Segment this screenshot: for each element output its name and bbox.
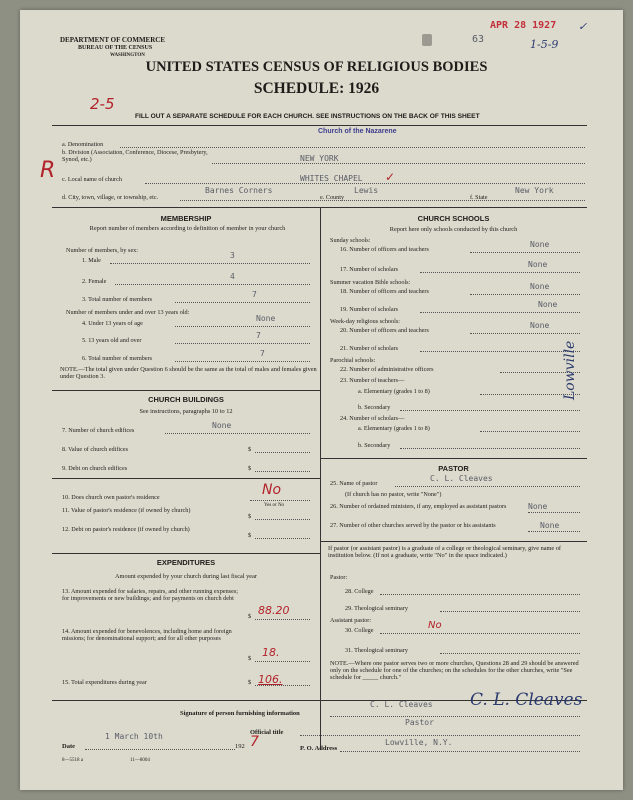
q23a-label: a. Elementary (grades 1 to 8)	[358, 388, 430, 395]
q6-label: 6. Total number of members	[82, 355, 153, 362]
date-value: 1 March 10th	[105, 732, 163, 741]
division-label: b. Division (Association, Conference, Diocese, Presbytery, Synod, etc.)	[62, 149, 208, 163]
q2-value: 4	[230, 272, 235, 281]
q4-label: 4. Under 13 years of age	[82, 320, 143, 327]
membership-title: MEMBERSHIP	[160, 214, 212, 223]
q20-value: None	[530, 321, 550, 330]
q23b-label: b. Secondary	[358, 404, 391, 411]
pastor-note: NOTE.—Where one pastor serves two or more churches, Questions 28 and 29 should be answered only on the schedule for one of the churches; on the schedules for the other churches, write "See schedule for _____ church."	[330, 660, 579, 681]
q26-value: None	[528, 502, 548, 511]
division-value: NEW YORK	[300, 154, 339, 163]
q10-label: 10. Does church own pastor's residence	[62, 494, 160, 501]
city-label: d. City, town, village, or township, etc.	[62, 194, 159, 201]
red-r-mark: R	[40, 158, 56, 183]
q30-value: No	[428, 620, 442, 631]
members-age-label: Number of members under and over 13 years old:	[66, 309, 190, 316]
q15-value: 106.	[258, 673, 283, 686]
expenditures-caption: Amount expended by your church during last fiscal year	[115, 573, 257, 580]
q7-value: None	[212, 421, 232, 430]
q8-label: 8. Value of church edifices	[62, 446, 129, 453]
graduate-note: If pastor (or assistant pastor) is a graduate of a college or theological seminary, give name of institution below. (If not a graduate, write "No" in the space indicated.)	[328, 545, 562, 559]
q16-value: None	[530, 240, 550, 249]
q14-label: 14. Amount expended for benevolences, including home and foreign missions; for denominational support; and for all other purposes	[62, 628, 232, 642]
q24-label: 24. Number of scholars—	[340, 415, 405, 422]
state-label: f. State	[470, 194, 488, 201]
q18-value: None	[530, 282, 550, 291]
instruction-line: FILL OUT A SEPARATE SCHEDULE FOR EACH CHURCH. SEE INSTRUCTIONS ON THE BACK OF THIS SHEET	[135, 113, 480, 120]
q27-label: 27. Number of other churches served by the pastor or his assistants	[330, 522, 496, 529]
weekday-label: Week-day religious schools:	[330, 318, 400, 325]
q30-label: 30. College	[345, 627, 374, 634]
code-handwritten: 1-5-9	[530, 38, 559, 51]
q17-value: None	[528, 260, 548, 269]
q5-label: 5. 13 years old and over	[82, 337, 142, 344]
q2-label: 2. Female	[82, 278, 107, 285]
q20-label: 20. Number of officers and teachers	[340, 327, 429, 334]
q12-label: 12. Debt on pastor's residence (if owned by church)	[62, 526, 190, 533]
denomination-stamp: Church of the Nazarene	[318, 128, 397, 135]
county-label: e. County	[320, 194, 345, 201]
q6-value: 7	[260, 349, 265, 358]
form-number: 8—5518 a	[62, 758, 83, 763]
denomination-label: a. Denomination	[62, 141, 104, 148]
bureau-label: BUREAU OF THE CENSUS	[78, 45, 153, 51]
q25-label: 25. Name of pastor	[330, 480, 378, 487]
state-value: New York	[515, 186, 554, 195]
yes-no-hint: Yes or No	[264, 503, 285, 508]
schools-title: CHURCH SCHOOLS	[417, 214, 490, 223]
center-divider	[320, 207, 321, 750]
red-handwritten-number: 2-5	[90, 95, 115, 113]
summer-label: Summer vacation Bible schools:	[330, 279, 411, 286]
received-stamp: APR 28 1927	[490, 20, 557, 31]
po-address-value: Lowville, N.Y.	[385, 738, 453, 747]
q16-label: 16. Number of officers and teachers	[340, 246, 429, 253]
form-title: UNITED STATES CENSUS OF RELIGIOUS BODIES	[145, 59, 488, 75]
parochial-label: Parochial schools:	[330, 357, 376, 364]
q18-label: 18. Number of officers and teachers	[340, 288, 429, 295]
membership-note: NOTE.—The total given under Question 6 should be the same as the total of males and females given under Question 3.	[60, 366, 317, 380]
q11-label: 11. Value of pastor's residence (if owned by church)	[62, 507, 191, 514]
q1-value: 3	[230, 251, 235, 260]
year-handwritten: 7	[250, 734, 259, 750]
q9-label: 9. Debt on church edifices	[62, 465, 128, 472]
asst-pastor-label: Assistant pastor:	[330, 617, 372, 624]
expenditures-title: EXPENDITURES	[156, 558, 216, 567]
check-mark-icon: ✓	[578, 20, 588, 33]
q4-value: None	[256, 314, 276, 323]
members-sex-label: Number of members, by sex:	[66, 247, 138, 254]
q27-value: None	[540, 521, 560, 530]
red-check-icon: ✓	[385, 170, 396, 184]
q3-label: 3. Total number of members	[82, 296, 153, 303]
q19-label: 19. Number of scholars	[340, 306, 399, 313]
sunday-label: Sunday schools:	[330, 237, 371, 244]
q1-label: 1. Male	[82, 257, 101, 264]
margin-handwriting: Lowville	[562, 340, 578, 400]
q24a-label: a. Elementary (grades 1 to 8)	[358, 425, 430, 432]
q13-label: 13. Amount expended for salaries, repairs, and other running expenses; for improvements or new buildings; and for payments on church debt	[62, 588, 238, 602]
q25-note: (If church has no pastor, write "None")	[345, 491, 442, 498]
dept-label: DEPARTMENT OF COMMERCE	[60, 36, 166, 44]
q23-label: 23. Number of teachers—	[340, 377, 405, 384]
signature-label: Signature of person furnishing information	[180, 710, 300, 717]
q29-label: 29. Theological seminary	[345, 605, 408, 612]
pastor-title: PASTOR	[438, 464, 469, 473]
q21-label: 21. Number of scholars	[340, 345, 399, 352]
q26-label: 26. Number of ordained ministers, if any, employed as assistant pastors	[330, 503, 507, 510]
official-title-label: Official title	[250, 729, 284, 736]
signature-handwritten: C. L. Cleaves	[470, 690, 583, 710]
city-label: WASHINGTON	[110, 53, 145, 58]
date-label: Date	[62, 743, 75, 750]
q13-value: 88.20	[258, 604, 290, 617]
signature-typed: C. L. Cleaves	[370, 700, 433, 709]
q24b-label: b. Secondary	[358, 442, 391, 449]
q31-label: 31. Theological seminary	[345, 647, 408, 654]
q3-value: 7	[252, 290, 257, 299]
buildings-caption: See instructions, paragraphs 10 to 12	[139, 408, 233, 415]
po-address-label: P. O. Address	[300, 745, 338, 752]
local-name-label: c. Local name of church	[62, 176, 122, 183]
buildings-title: CHURCH BUILDINGS	[148, 395, 224, 404]
q10-value: No	[262, 482, 282, 498]
rule-top	[52, 125, 587, 126]
q22-label: 22. Number of administrative officers	[340, 366, 434, 373]
q19-value: None	[538, 300, 558, 309]
form-subtitle: SCHEDULE: 1926	[253, 80, 380, 97]
clip-mark	[422, 34, 432, 46]
form-number-2: 11—8004	[130, 758, 150, 763]
q17-label: 17. Number of scholars	[340, 266, 399, 273]
q25-value: C. L. Cleaves	[430, 474, 493, 483]
official-title-value: Pastor	[405, 718, 434, 727]
q28-label: 28. College	[345, 588, 374, 595]
year-prefix: 192	[235, 743, 245, 750]
local-name-value: WHITES CHAPEL	[300, 174, 363, 183]
city-value: Barnes Corners	[205, 186, 273, 195]
schools-caption: Report here only schools conducted by this church	[389, 226, 518, 233]
q15-label: 15. Total expenditures during year	[62, 679, 147, 686]
q7-label: 7. Number of church edifices	[62, 427, 135, 434]
pastor-grad-label: Pastor:	[330, 574, 348, 581]
county-value: Lewis	[354, 186, 379, 195]
q5-value: 7	[256, 331, 261, 340]
membership-caption: Report number of members according to definition of member in your church	[89, 225, 286, 232]
q14-value: 18.	[262, 646, 280, 659]
serial-number: 63	[472, 34, 485, 45]
